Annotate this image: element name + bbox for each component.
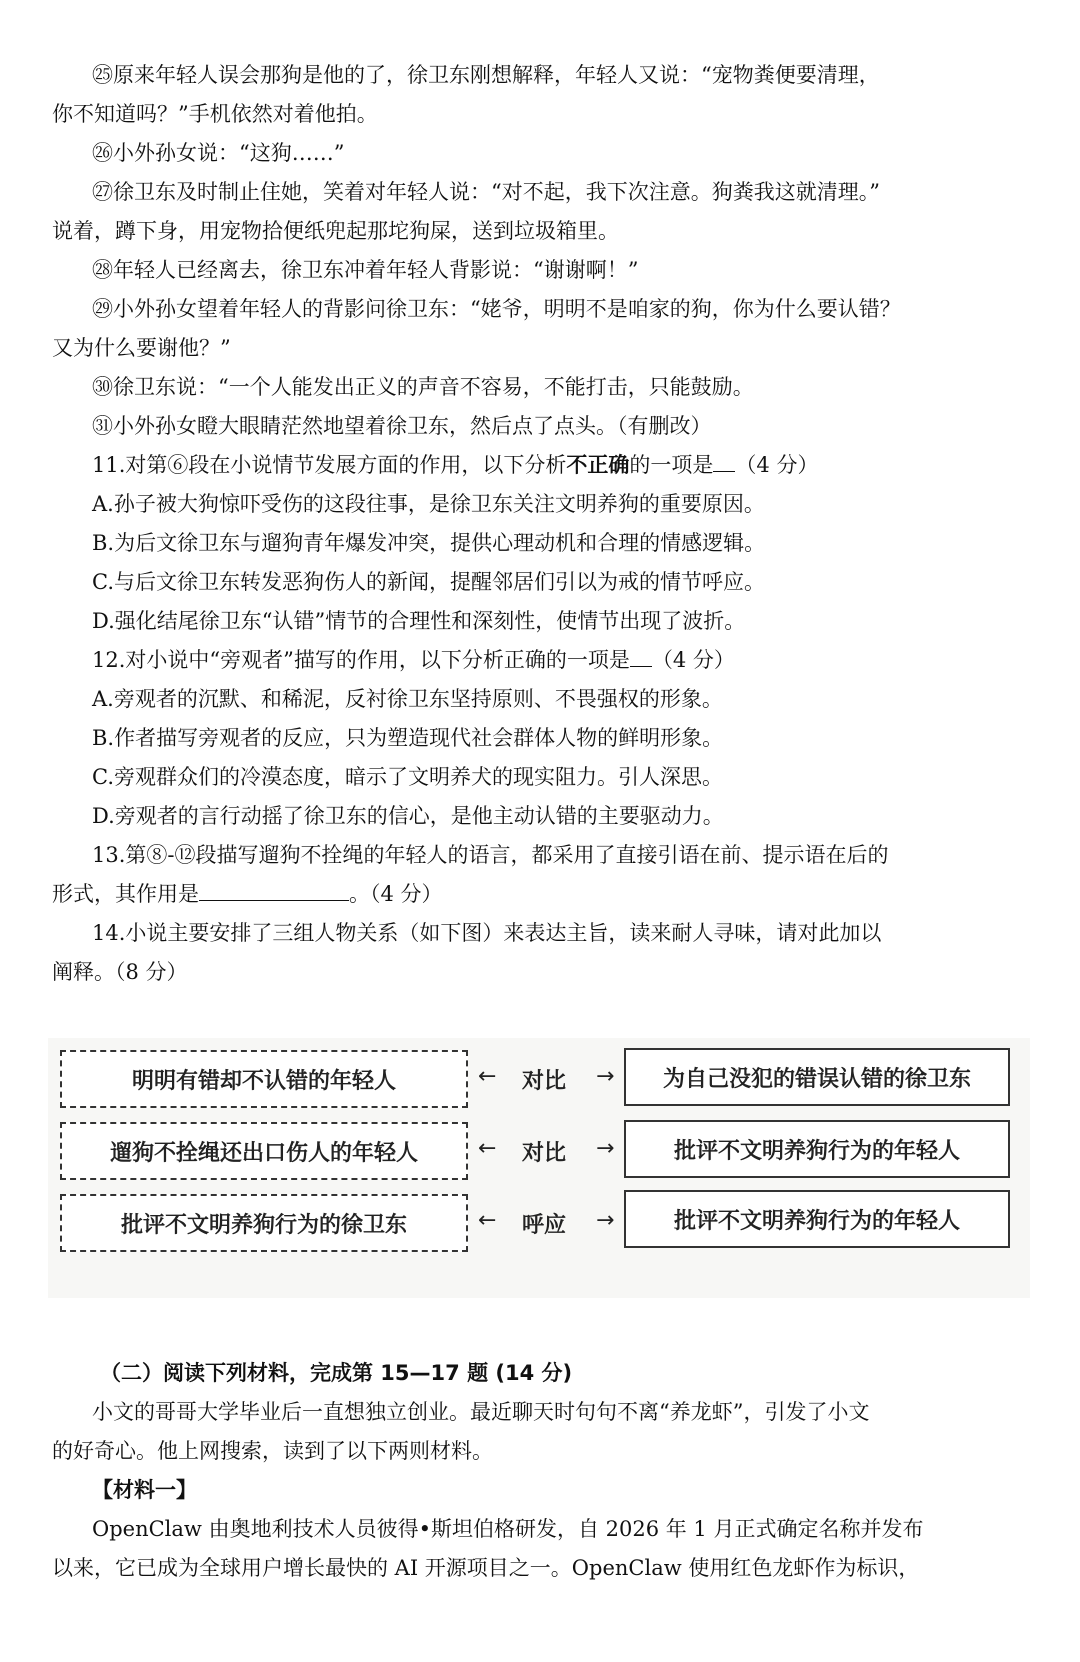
section-2-heading: （二）阅读下列材料，完成第 15—17 题 (14 分): [100, 1361, 573, 1385]
q12-stem: 12.对小说中“旁观者”描写的作用，以下分析正确的一项是: [92, 648, 630, 672]
arrow-left-icon: ←: [478, 1064, 497, 1089]
q11-answer-blank[interactable]: [713, 451, 735, 472]
diagram-row-3-left-box: 批评不文明养狗行为的徐卫东: [60, 1194, 468, 1252]
diagram-row-2-left-box: 遛狗不拴绳还出口伤人的年轻人: [60, 1122, 468, 1180]
q11-option-b: B.为后文徐卫东与遛狗青年爆发冲突，提供心理动机和合理的情感逻辑。: [92, 531, 766, 555]
diagram-row-2-relation: 对比: [522, 1140, 567, 1166]
q11-score: （4 分）: [735, 453, 819, 477]
q11-option-d: D.强化结尾徐卫东“认错”情节的合理性和深刻性，使情节出现了波折。: [92, 609, 746, 633]
diagram-row-3-right-box: 批评不文明养狗行为的年轻人: [624, 1190, 1010, 1248]
paragraph-27-line-2: 说着，蹲下身，用宠物拾便纸兜起那坨狗屎，送到垃圾箱里。: [52, 219, 619, 243]
q13-text-a: 形式，其作用是: [52, 882, 199, 906]
question-14-line-1: 14.小说主要安排了三组人物关系（如下图）来表达主旨，读来耐人寻味，请对此加以: [92, 921, 882, 945]
arrow-left-icon: ←: [478, 1208, 497, 1233]
paragraph-25-line-2: 你不知道吗？”手机依然对着他拍。: [52, 102, 378, 126]
q11-stem-emphasis: 不正确: [566, 452, 630, 477]
material-1-title: 【材料一】: [92, 1478, 197, 1502]
q12-score: （4 分）: [651, 648, 735, 672]
paragraph-29-line-1: ㉙小外孙女望着年轻人的背影问徐卫东：“姥爷，明明不是咱家的狗，你为什么要认错？: [92, 297, 901, 321]
paragraph-31: ㉛小外孙女瞪大眼睛茫然地望着徐卫东，然后点了点头。（有删改）: [92, 414, 712, 438]
paragraph-27-line-1: ㉗徐卫东及时制止住她，笑着对年轻人说：“对不起，我下次注意。狗粪我这就清理。”: [92, 180, 880, 204]
paragraph-30: ㉚徐卫东说：“一个人能发出正义的声音不容易，不能打击，只能鼓励。: [92, 375, 754, 399]
paragraph-25-line-1: ㉕原来年轻人误会那狗是他的了，徐卫东刚想解释，年轻人又说：“宠物粪便要清理，: [92, 63, 880, 87]
question-13-line-2: [52, 879, 1032, 909]
diagram-row-1-relation: 对比: [522, 1068, 567, 1094]
section-2-intro-line-1: 小文的哥哥大学毕业后一直想独立创业。最近聊天时句句不离“养龙虾”，引发了小文: [92, 1400, 870, 1424]
question-12-stem: [92, 645, 1032, 675]
question-14-line-2: 阐释。（8 分）: [52, 960, 188, 984]
q12-option-d: D.旁观者的言行动摇了徐卫东的信心，是他主动认错的主要驱动力。: [92, 804, 724, 828]
material-1-line-2: 以来，它已成为全球用户增长最快的 AI 开源项目之一。OpenClaw 使用红色龙虾作为标识，: [52, 1556, 920, 1580]
arrow-left-icon: ←: [478, 1136, 497, 1161]
diagram-row-2-right-box: 批评不文明养狗行为的年轻人: [624, 1120, 1010, 1178]
q11-stem-b: 的一项是: [629, 453, 714, 477]
diagram-row-3-relation: 呼应: [522, 1212, 567, 1238]
diagram-row-1-right-box: 为自己没犯的错误认错的徐卫东: [624, 1048, 1010, 1106]
material-1-line-1: OpenClaw 由奥地利技术人员彼得•斯坦伯格研发，自 2026 年 1 月正式确定名称并发布: [92, 1517, 924, 1541]
q11-option-a: A.孙子被大狗惊吓受伤的这段往事，是徐卫东关注文明养狗的重要原因。: [92, 492, 765, 516]
paragraph-28: ㉘年轻人已经离去，徐卫东冲着年轻人背影说：“谢谢啊！”: [92, 258, 639, 282]
diagram-row-1-left-box: 明明有错却不认错的年轻人: [60, 1050, 468, 1108]
q12-option-b: B.作者描写旁观者的反应，只为塑造现代社会群体人物的鲜明形象。: [92, 726, 724, 750]
arrow-right-icon: →: [596, 1064, 615, 1089]
question-13-line-1: 13.第⑧-⑫段描写遛狗不拴绳的年轻人的语言，都采用了直接引语在前、提示语在后的: [92, 843, 889, 867]
q13-text-b: 。（4 分）: [349, 882, 443, 906]
q13-answer-blank[interactable]: [199, 880, 349, 901]
arrow-right-icon: →: [596, 1136, 615, 1161]
q12-option-a: A.旁观者的沉默、和稀泥，反衬徐卫东坚持原则、不畏强权的形象。: [92, 687, 723, 711]
section-2-intro-line-2: 的好奇心。他上网搜索，读到了以下两则材料。: [52, 1439, 493, 1463]
q12-answer-blank[interactable]: [630, 646, 652, 667]
q12-option-c: C.旁观群众们的冷漠态度，暗示了文明养犬的现实阻力。引人深思。: [92, 765, 723, 789]
paragraph-29-line-2: 又为什么要谢他？”: [52, 336, 231, 360]
q11-option-c: C.与后文徐卫东转发恶狗伤人的新闻，提醒邻居们引以为戒的情节呼应。: [92, 570, 765, 594]
question-11-stem: [92, 450, 1032, 480]
arrow-right-icon: →: [596, 1208, 615, 1233]
paragraph-26: ㉖小外孙女说：“这狗……”: [92, 141, 345, 165]
q11-stem-a: 11.对第⑥段在小说情节发展方面的作用，以下分析: [92, 453, 567, 477]
